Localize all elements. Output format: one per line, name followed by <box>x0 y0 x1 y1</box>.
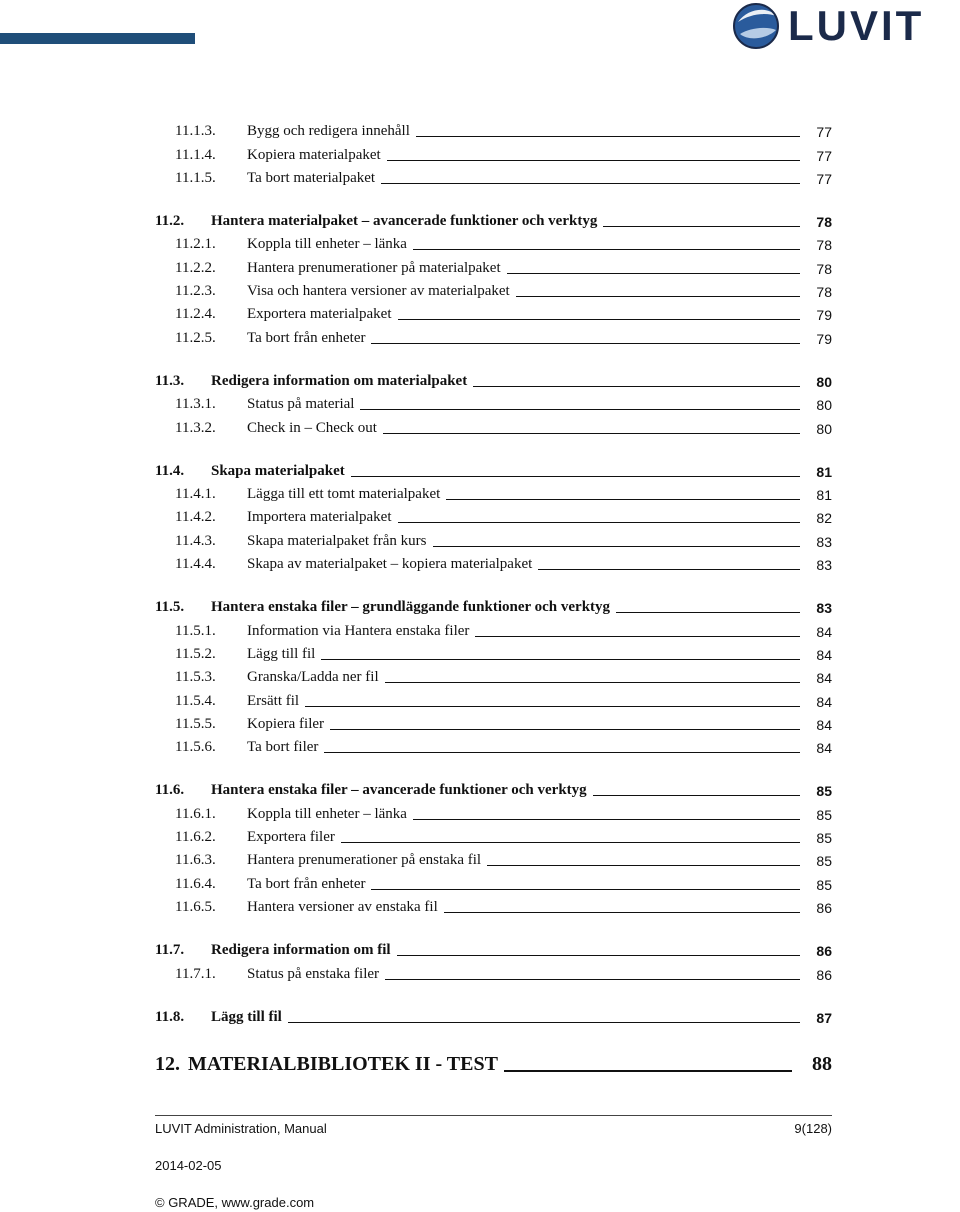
toc-entry-page: 79 <box>816 307 832 324</box>
toc-entry[interactable] <box>155 846 832 869</box>
toc-entry-title: Koppla till enheter – länka <box>247 236 407 253</box>
toc-entry-number: 11.5.2. <box>175 645 216 662</box>
toc-entry-number: 11.3. <box>155 372 185 389</box>
toc-entry-page: 82 <box>816 510 832 527</box>
toc-entry-page: 85 <box>816 876 832 893</box>
toc-entry-page: 78 <box>816 237 832 254</box>
toc-entry-number: 11.7.1. <box>175 965 216 982</box>
toc-entry-page: 80 <box>816 373 832 390</box>
toc-leader-line <box>475 636 800 637</box>
toc-entry[interactable] <box>155 893 832 916</box>
toc-leader-line <box>507 273 800 274</box>
toc-entry[interactable] <box>155 164 832 187</box>
toc-entry-number: 11.1.3. <box>175 123 216 140</box>
toc-entry-number: 11.3.1. <box>175 396 216 413</box>
toc-leader-line <box>330 729 800 730</box>
toc-entry-title: Redigera information om fil <box>211 942 391 959</box>
luvit-logo <box>730 0 960 52</box>
toc-entry-title: Bygg och redigera innehåll <box>247 123 410 140</box>
toc-entry-page: 83 <box>816 533 832 550</box>
toc-leader-line <box>383 433 800 434</box>
toc-entry-page: 84 <box>816 646 832 663</box>
toc-leader-line <box>385 979 800 980</box>
toc-group-gap <box>155 1026 832 1046</box>
toc-entry-number: 11.2.4. <box>175 306 216 323</box>
toc-leader-line <box>397 955 800 956</box>
toc-leader-line <box>387 160 800 161</box>
toc-entry-title: Lägg till fil <box>247 645 316 662</box>
toc-entry-number: 11.5.1. <box>175 622 216 639</box>
toc-group-gap <box>155 347 832 367</box>
toc-leader-line <box>538 569 800 570</box>
toc-entry-title: Kopiera filer <box>247 715 325 732</box>
toc-leader-line <box>413 249 800 250</box>
toc-entry-title: Ta bort materialpaket <box>247 169 376 186</box>
toc-entry-number: 11.4.2. <box>175 509 216 526</box>
toc-entry[interactable] <box>155 253 832 276</box>
toc-group-gap <box>155 916 832 936</box>
toc-entry-title: Ta bort från enheter <box>247 875 366 892</box>
toc-leader-line <box>516 296 800 297</box>
toc-entry-page: 88 <box>812 1052 832 1075</box>
toc-entry[interactable] <box>155 367 832 390</box>
toc-entry-page: 84 <box>816 670 832 687</box>
toc-group-gap <box>155 756 832 776</box>
toc-entry-page: 83 <box>816 557 832 574</box>
toc-entry-title: Importera materialpaket <box>247 509 392 526</box>
toc-leader-line <box>504 1070 792 1072</box>
toc-leader-line <box>446 499 800 500</box>
toc-entry[interactable] <box>155 230 832 253</box>
toc-entry[interactable] <box>155 390 832 413</box>
toc-entry[interactable] <box>155 686 832 709</box>
toc-leader-line <box>416 136 800 137</box>
toc-entry-page: 85 <box>816 853 832 870</box>
toc-entry[interactable] <box>155 207 832 230</box>
toc-leader-line <box>603 226 800 227</box>
toc-entry-number: 11.5.6. <box>175 739 216 756</box>
toc-entry-number: 11.5.5. <box>175 715 216 732</box>
toc-entry-title: Granska/Ladda ner fil <box>247 669 379 686</box>
toc-entry-title: Lägga till ett tomt materialpaket <box>247 486 441 503</box>
toc-leader-line <box>351 476 800 477</box>
toc-entry-number: 11.6.4. <box>175 875 216 892</box>
toc-entry-page: 77 <box>816 170 832 187</box>
toc-leader-line <box>321 659 800 660</box>
toc-entry[interactable] <box>155 936 832 959</box>
toc-entry-number: 11.2. <box>155 213 185 230</box>
toc-entry[interactable] <box>155 799 832 822</box>
toc-entry[interactable] <box>155 869 832 892</box>
toc-entry[interactable] <box>155 1003 832 1026</box>
toc-leader-line <box>371 889 800 890</box>
toc-entry[interactable] <box>155 663 832 686</box>
toc-entry-page: 80 <box>816 420 832 437</box>
toc-entry[interactable] <box>155 117 832 140</box>
toc-entry[interactable] <box>155 526 832 549</box>
toc-entry-number: 11.4.1. <box>175 486 216 503</box>
toc-entry-number: 12. <box>155 1052 180 1075</box>
toc-leader-line <box>398 522 800 523</box>
toc-leader-line <box>371 343 800 344</box>
toc-leader-line <box>398 319 800 320</box>
footer-document-title: LUVIT Administration, Manual <box>155 1121 327 1136</box>
toc-entry-title: Lägg till fil <box>211 1008 282 1025</box>
toc-entry-title: Koppla till enheter – länka <box>247 805 407 822</box>
toc-entry-page: 84 <box>816 693 832 710</box>
toc-entry-number: 11.2.3. <box>175 283 216 300</box>
toc-entry[interactable] <box>155 277 832 300</box>
toc-entry-page: 84 <box>816 623 832 640</box>
toc-entry-page: 77 <box>816 147 832 164</box>
toc-leader-line <box>341 842 800 843</box>
toc-leader-line <box>616 612 800 613</box>
logo-text: LUVIT <box>788 2 925 49</box>
toc-entry-title: Skapa materialpaket <box>211 462 345 479</box>
footer-copyright: © GRADE, www.grade.com <box>155 1195 315 1210</box>
toc-entry-title: Ta bort filer <box>247 739 319 756</box>
toc-leader-line <box>385 682 800 683</box>
toc-entry-number: 11.2.1. <box>175 236 216 253</box>
toc-entry-page: 85 <box>816 830 832 847</box>
toc-entry-page: 84 <box>816 740 832 757</box>
toc-entry-page: 86 <box>816 966 832 983</box>
toc-entry-page: 78 <box>816 260 832 277</box>
toc-leader-line <box>381 183 800 184</box>
toc-entry-number: 11.1.4. <box>175 146 216 163</box>
toc-leader-line <box>444 912 800 913</box>
toc-entry[interactable] <box>155 616 832 639</box>
footer-page-number: 9(128) <box>794 1121 832 1136</box>
footer-date: 2014-02-05 <box>155 1158 222 1173</box>
toc-entry-title: Hantera versioner av enstaka fil <box>247 898 438 915</box>
toc-entry-number: 11.8. <box>155 1008 185 1025</box>
toc-entry[interactable] <box>155 503 832 526</box>
toc-entry-title: Hantera prenumerationer på materialpaket <box>247 259 501 276</box>
toc-entry-title: Redigera information om materialpaket <box>211 372 468 389</box>
toc-entry[interactable] <box>155 457 832 480</box>
toc-entry-title: Skapa av materialpaket – kopiera materialpaket <box>247 556 533 573</box>
toc-entry-page: 87 <box>816 1009 832 1026</box>
toc-entry[interactable] <box>155 593 832 616</box>
toc-entry-title: Exportera filer <box>247 829 335 846</box>
toc-entry[interactable] <box>155 413 832 436</box>
toc-group-gap <box>155 983 832 1003</box>
toc-leader-line <box>473 386 800 387</box>
toc-leader-line <box>413 819 800 820</box>
toc-entry-number: 11.5.3. <box>175 669 216 686</box>
toc-entry-number: 11.6.3. <box>175 852 216 869</box>
toc-entry-page: 85 <box>816 783 832 800</box>
toc-entry-number: 11.1.5. <box>175 169 216 186</box>
toc-entry-number: 11.4.3. <box>175 532 216 549</box>
toc-entry[interactable] <box>155 550 832 573</box>
toc-entry-number: 11.2.5. <box>175 329 216 346</box>
toc-leader-line <box>487 865 800 866</box>
toc-entry-page: 81 <box>816 463 832 480</box>
toc-entry-title: Information via Hantera enstaka filer <box>247 622 470 639</box>
toc-entry-number: 11.4. <box>155 462 185 479</box>
toc-entry-number: 11.7. <box>155 942 185 959</box>
toc-entry-page: 80 <box>816 397 832 414</box>
toc-leader-line <box>433 546 800 547</box>
toc-group-gap <box>155 437 832 457</box>
toc-entry-page: 84 <box>816 716 832 733</box>
toc-entry-title: Ersätt fil <box>247 692 300 709</box>
toc-entry-title: MATERIALBIBLIOTEK II - TEST <box>188 1052 498 1075</box>
toc-entry[interactable] <box>155 323 832 346</box>
toc-entry-title: Status på enstaka filer <box>247 965 380 982</box>
toc-entry-page: 81 <box>816 487 832 504</box>
toc-entry-title: Hantera materialpaket – avancerade funktioner och verktyg <box>211 213 598 230</box>
toc-leader-line <box>288 1022 800 1023</box>
toc-entry-title: Visa och hantera versioner av materialpaket <box>247 283 510 300</box>
toc-entry-number: 11.5. <box>155 599 185 616</box>
toc-entry-page: 85 <box>816 806 832 823</box>
toc-entry[interactable] <box>155 776 832 799</box>
toc-entry-number: 11.6.5. <box>175 898 216 915</box>
toc-entry-title: Status på material <box>247 396 355 413</box>
toc-entry[interactable] <box>155 300 832 323</box>
toc-leader-line <box>593 795 800 796</box>
footer-divider <box>155 1115 832 1116</box>
toc-entry[interactable] <box>155 140 832 163</box>
toc-entry[interactable] <box>155 959 832 982</box>
luvit-globe-icon <box>730 0 782 52</box>
toc-entry-page: 78 <box>816 214 832 231</box>
toc-entry-number: 11.6.2. <box>175 829 216 846</box>
toc-entry-page: 83 <box>816 600 832 617</box>
toc-entry-title: Hantera enstaka filer – grundläggande funktioner och verktyg <box>211 599 611 616</box>
toc-entry-title: Check in – Check out <box>247 419 377 436</box>
header-accent-bar <box>0 33 195 44</box>
toc-leader-line <box>324 752 800 753</box>
toc-entry[interactable] <box>155 480 832 503</box>
toc-entry[interactable] <box>155 823 832 846</box>
toc-group-gap <box>155 187 832 207</box>
toc-entry-title: Hantera prenumerationer på enstaka fil <box>247 852 482 869</box>
toc-entry-number: 11.5.4. <box>175 692 216 709</box>
toc-entry-page: 79 <box>816 330 832 347</box>
toc-entry[interactable] <box>155 640 832 663</box>
toc-entry-page: 77 <box>816 124 832 141</box>
toc-entry-title: Kopiera materialpaket <box>247 146 381 163</box>
toc-entry[interactable] <box>155 733 832 756</box>
toc-entry-number: 11.2.2. <box>175 259 216 276</box>
toc-entry-number: 11.6. <box>155 782 185 799</box>
toc-entry[interactable] <box>155 1046 832 1076</box>
toc-leader-line <box>305 706 800 707</box>
toc-entry[interactable] <box>155 710 832 733</box>
toc-entry-title: Skapa materialpaket från kurs <box>247 532 427 549</box>
toc-entry-title: Ta bort från enheter <box>247 329 366 346</box>
toc-entry-title: Exportera materialpaket <box>247 306 392 323</box>
toc-leader-line <box>360 409 800 410</box>
toc-group-gap <box>155 573 832 593</box>
table-of-contents <box>155 117 832 1076</box>
toc-entry-number: 11.4.4. <box>175 556 216 573</box>
toc-entry-number: 11.3.2. <box>175 419 216 436</box>
toc-entry-page: 86 <box>816 943 832 960</box>
toc-entry-title: Hantera enstaka filer – avancerade funktioner och verktyg <box>211 782 587 799</box>
toc-entry-page: 78 <box>816 284 832 301</box>
toc-entry-page: 86 <box>816 899 832 916</box>
toc-entry-number: 11.6.1. <box>175 805 216 822</box>
